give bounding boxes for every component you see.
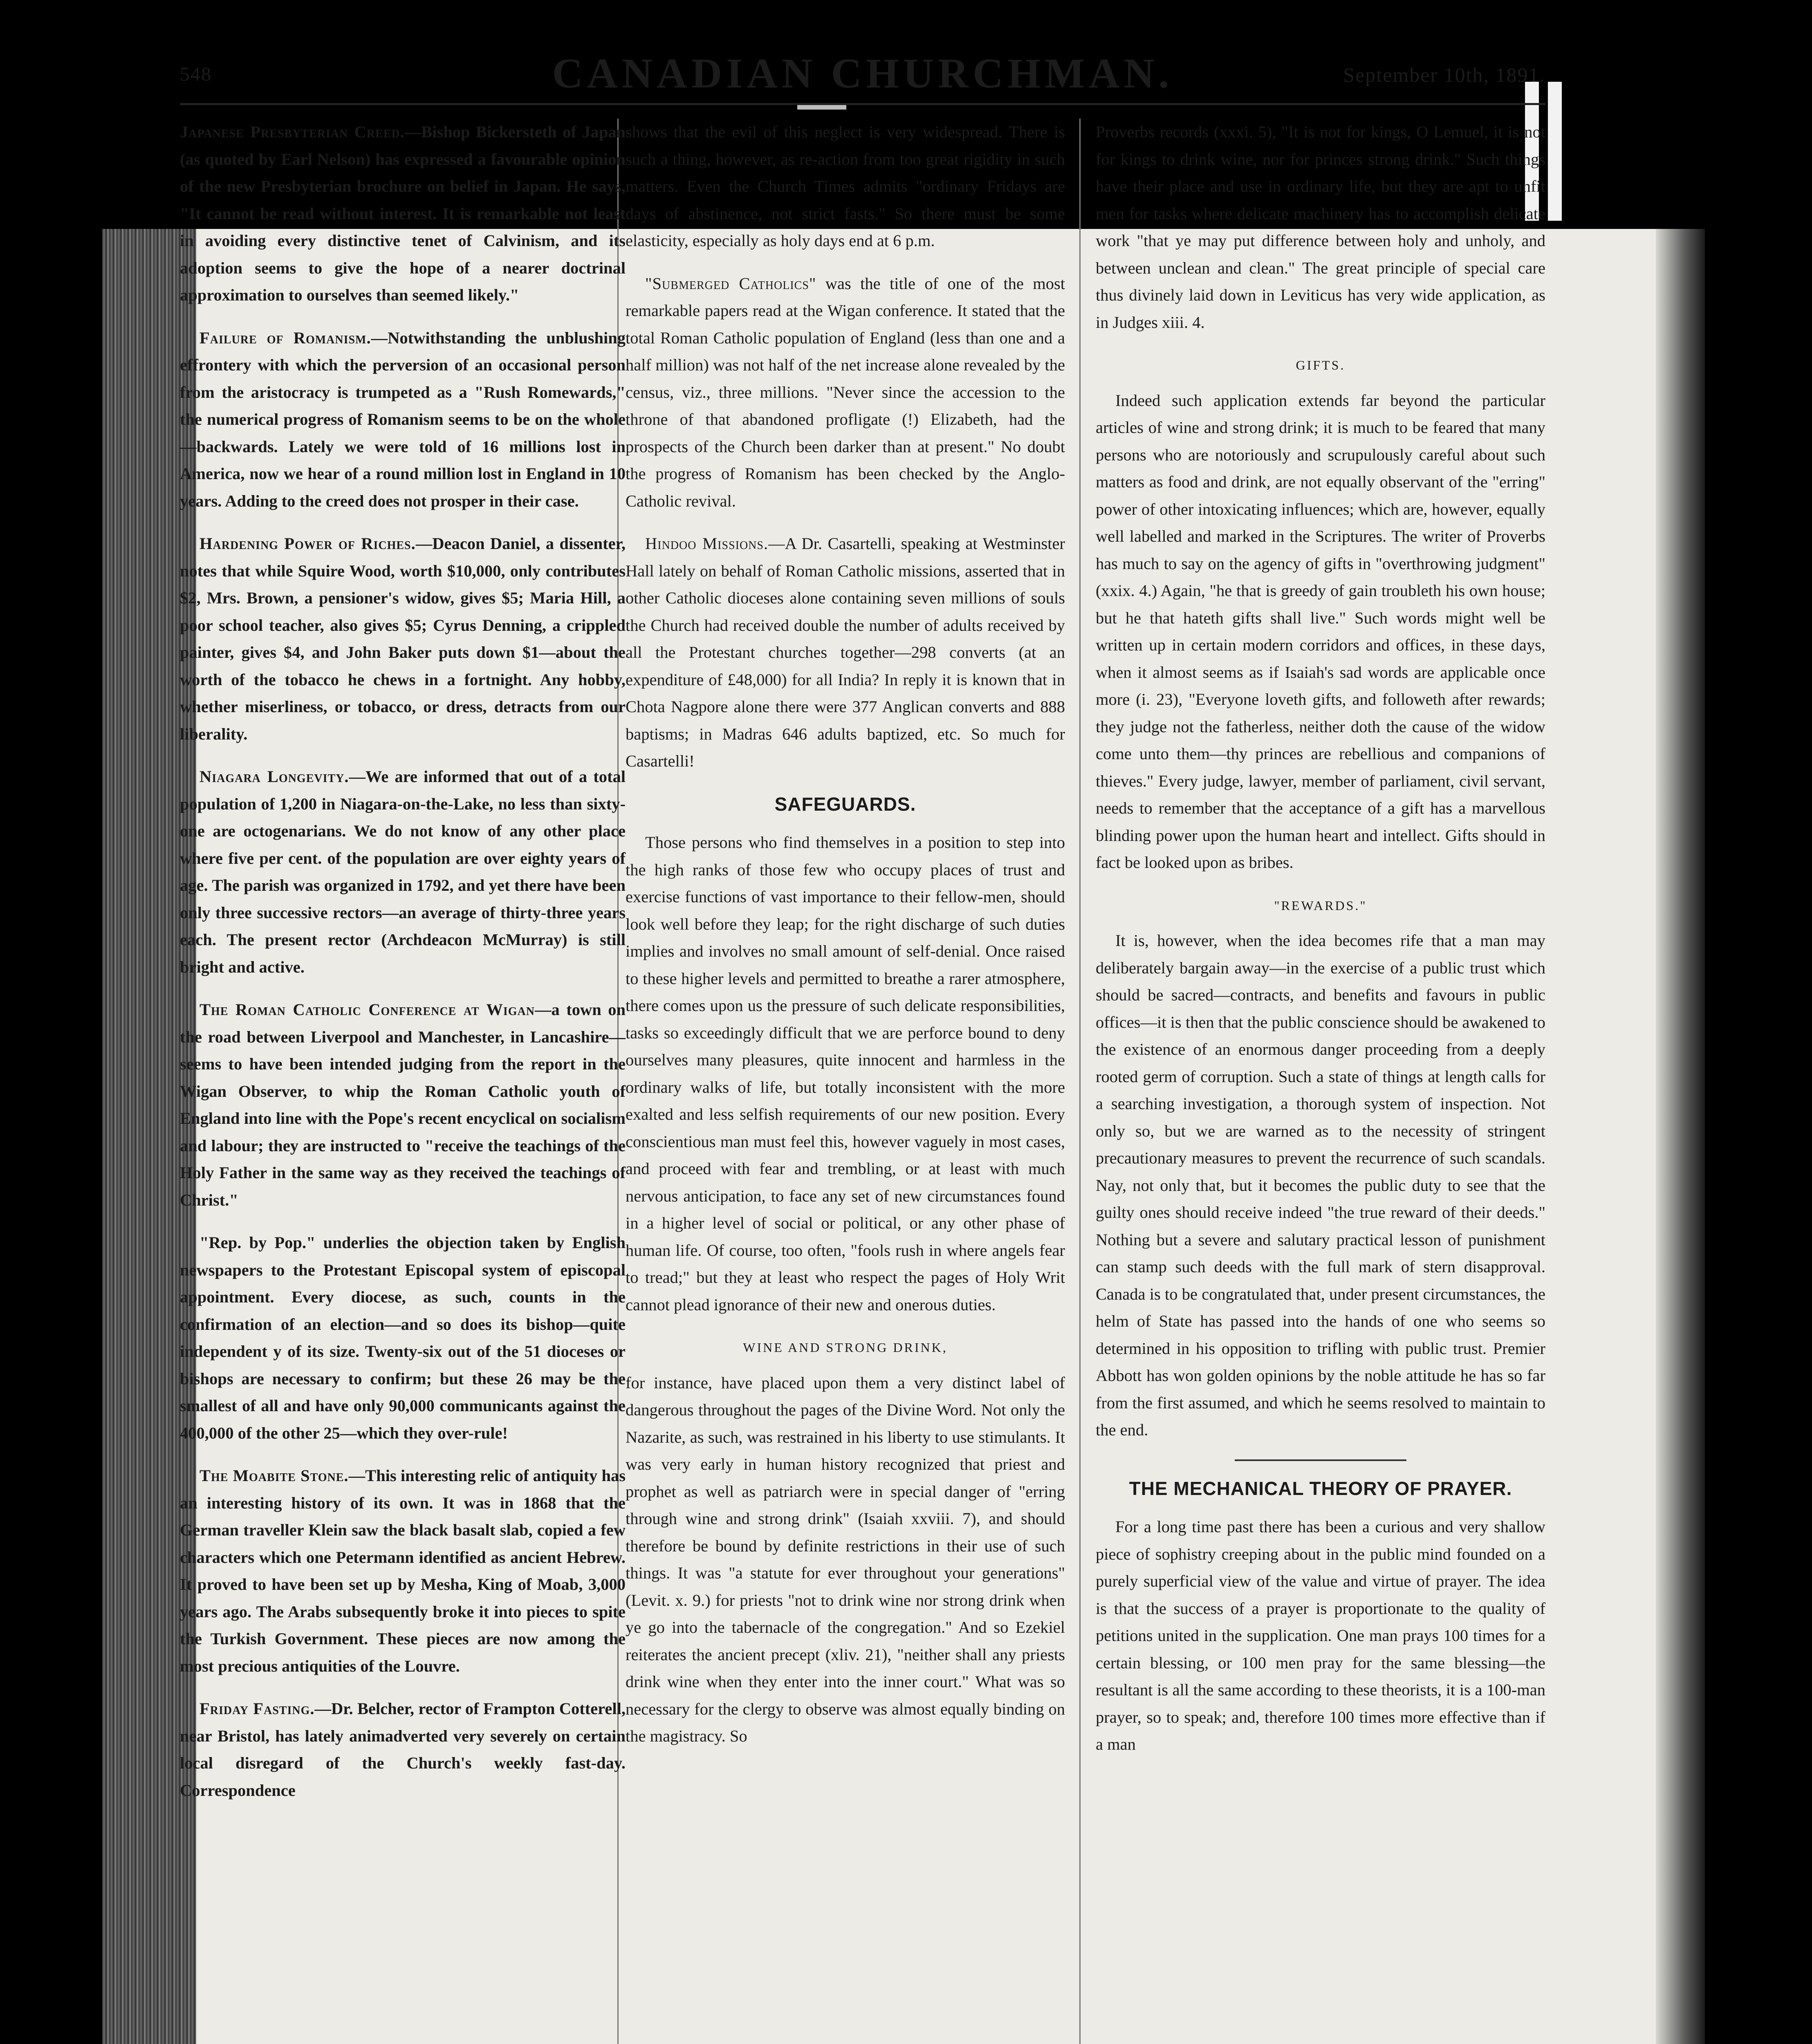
- column-2: [626, 119, 1065, 1766]
- article-body: Those persons who find themselves in a position to step into the high ranks of those few who occupy places of trust and exercise functions of vast importance to their fellow-men, should look well before they leap; for the right discharge of such duties implies and involves no small amount of self-denial. Once raised to these higher levels and permitted to breathe a rarer atmosphere, there comes upon us the pressure of such delicate responsibilities, tasks so exceedingly difficult that we are perforce bound to deny ourselves many pleasures, quite innocent and harmless in the ordinary walks of life, but totally inconsistent with the more exalted and less selfish requirements of our new position. Every conscientious man must feel this, however vaguely in most cases, and proceed with fear and trembling, or at least with much nervous anticipation, to face any set of new circumstances found in a higher level of social or political, or any other phase of human life. Of course, too often, "fools rush in where angels fear to tread;" but they at least who respect the pages of Holy Writ cannot plead ignorance of their new and onerous duties.: [626, 833, 1065, 1314]
- column-3: [1096, 119, 1545, 1774]
- article-body: —Dr. Belcher, rector of Frampton Cotterell, near Bristol, has lately animadverted very severely on certain local disregard of the Church's weekly fast-day. Correspondence: [180, 1699, 626, 1800]
- masthead-rule: [180, 103, 1545, 105]
- article-body: shows that the evil of this neglect is very widespread. There is such a thing, however, as re-action from too great rigidity in such matters. Even the Church Times admits "ordinary Fridays are days of abstinence, not strict fasts." So there must be some elasticity, especially as holy days end at 6 p.m.: [626, 123, 1065, 250]
- article-lead: Hindoo Missions.: [645, 534, 769, 553]
- issue-date: September 10th, 1891.: [1343, 63, 1545, 86]
- page-number: 548: [180, 63, 212, 85]
- article-body: —We are informed that out of a total population of 1,200 in Niagara-on-the-Lake, no less than sixty-one are octogenarians. We do not know of any other place where five per cent. of the population are over eighty years of age. The parish was organized in 1792, and yet there have been only three successive rectors—an average of thirty-three years each. The present rector (Archdeacon McMurray) is still bright and active.: [180, 767, 626, 976]
- article-body: —Notwithstanding the unblushing effrontery with which the perversion of an occasional person from the aristocracy is trumpeted as a "Rush Romewards," the numerical progress of Romanism seems to be on the whole—backwards. Lately we were told of 16 millions lost in America, now we hear of a round million lost in England in 10 years. Adding to the creed does not prosper in their case.: [180, 328, 626, 510]
- article-body: —A Dr. Casartelli, speaking at Westminster Hall lately on behalf of Roman Catholic missions, asserted that in other Catholic dioceses alone containing seven millions of souls the Church had received double the number of adults received by all the Protestant churches together—298 converts (at an expenditure of £48,000) for all India? In reply it is known that in Chota Nagpore alone there were 377 Anglican converts and 888 baptisms; in Madras 646 adults baptized, etc. So much for Casartelli!: [626, 534, 1065, 770]
- film-mark-top-2: [1548, 82, 1562, 221]
- column-rule-2: [1079, 119, 1081, 2044]
- article-body: It is, however, when the idea becomes rife that a man may deliberately bargain away—in the exercise of a public trust which should be sacred—contracts, and benefits and favours in public offices—it is then that the public conscience should be awakened to the existence of an enormous danger proceeding from a deeply rooted germ of corruption. Such a state of things at length calls for a searching investigation, a thorough system of inspection. Not only so, but we are warned as to the necessity of stringent precautionary measures to prevent the recurrence of such scandals. Nay, not only that, but it becomes the public duty to see that the guilty ones should receive indeed "the true reward of their deeds." Nothing but a severe and salutary practical lesson of punishment can stamp such deeds with the full mark of stern disapproval. Canada is to be congratulated that, under present circumstances, the helm of State has passed into the hands of one who seems so determined in his opposition to trifling with public trust. Premier Abbott has won golden opinions by the noble attitude he has so far from the first assumed, and which he seems resolved to maintain to the end.: [1096, 931, 1545, 1439]
- article-moabite-stone: [180, 1462, 626, 1680]
- article-lead: Japanese Presbyterian Creed.: [180, 123, 405, 141]
- article-wigan: [180, 996, 626, 1214]
- article-wine: [626, 1369, 1065, 1750]
- article-prayer: [1096, 1513, 1545, 1758]
- article-body: Indeed such application extends far beyond the particular articles of wine and strong drink; it is much to be feared that many persons who are notoriously and scrupulously careful about such matters as food and drink, are not equally observant of the "erring" power of other intoxicating influences; which are, however, equally well labelled and marked in the Scriptures. The writer of Proverbs has much to say on the agency of gifts in "overthrowing judgment" (xxix. 4.) Again, "he that is greedy of gain troubleth his own house; but he that hateth gifts shall live." Such words might well be written up in certain modern corridors and offices, in these days, when it almost seems as if Isaiah's sad words are applicable once more (i. 23), "Everyone loveth gifts, and followeth after rewards; they judge not the fatherless, neither doth the cause of the widow come unto them—thy princes are rebellious and companions of thieves." Every judge, lawyer, member of parliament, civil servant, needs to remember that the acceptance of a gift has a marvellous blinding power upon the human heart and intellect. Gifts should in fact be looked upon as bribes.: [1096, 391, 1545, 872]
- article-body: —This interesting relic of antiquity has an interesting history of its own. It was in 1868 that the German traveller Klein saw the black basalt slab, copied a few characters which one Petermann identified as ancient Hebrew. It proved to have been set up by Mesha, King of Moab, 3,000 years ago. The Arabs subsequently broke it into pieces to spite the Turkish Government. These pieces are now among the most precious antiquities of the Louvre.: [180, 1466, 626, 1675]
- article-japanese-creed: [180, 119, 626, 309]
- article-rewards: [1096, 927, 1545, 1444]
- article-body: —Deacon Daniel, a dissenter, notes that while Squire Wood, worth $10,000, only contributes $2, Mrs. Brown, a pensioner's widow, gives $5; Maria Hill, a poor school teacher, also gives $5; Cyrus Denning, a crippled painter, gives $4, and John Baker puts down $1—about the worth of the tobacco he chews in a fortnight. Any hobby, whether miserliness, or tobacco, or dress, detracts from our liberality.: [180, 534, 626, 743]
- article-failure-romanism: [180, 325, 626, 515]
- article-body: —Bishop Bickersteth of Japan (as quoted by Earl Nelson) has expressed a favourable opinion of the new Presbyterian brochure on belief in Japan. He says, "It cannot be read without interest. It is remarkable not least in avoiding every distinctive tenet of Calvinism, and its adoption seems to give the hope of a nearer doctrinal approximation to ourselves than seemed likely.": [180, 123, 626, 304]
- article-proverbs: [1096, 119, 1545, 336]
- article-hindoo-missions: [626, 530, 1065, 775]
- subheading-gifts: GIFTS.: [1296, 358, 1346, 372]
- article-lead: Niagara Longevity.: [200, 767, 349, 786]
- page-right-shadow: [1656, 229, 1705, 2044]
- article-safeguards: [626, 829, 1065, 1318]
- newspaper-title: CANADIAN CHURCHMAN.: [552, 50, 1173, 97]
- article-lead: Friday Fasting.: [200, 1699, 315, 1718]
- article-lead: Failure of Romanism.: [200, 328, 371, 347]
- article-body: Proverbs records (xxxi. 5), "It is not for kings, O Lemuel, it is not for kings to drink wine, nor for princes strong drink." Such things have their place and use in ordinary life, but they are apt to unfit men for tasks where delicate machinery has to accomplish delicate work "that ye may put difference between holy and unholy, and between unclean and clean." The great principle of special care thus divinely laid down in Leviticus has very wide application, as in Judges xiii. 4.: [1096, 123, 1545, 332]
- subheading-wine: WINE AND STRONG DRINK,: [743, 1340, 948, 1355]
- article-gifts: [1096, 387, 1545, 876]
- article-riches: [180, 530, 626, 748]
- article-body: —a town on the road between Liverpool and Manchester, in Lancashire—seems to have been intended judging from the report in the Wigan Observer, to whip the Roman Catholic youth of England into line with the Pope's recent encyclical on socialism and labour; they are instructed to "receive the teachings of the Holy Father in the same way as they received the teachings of Christ.": [180, 1000, 626, 1209]
- article-fasting-continued: [626, 119, 1065, 255]
- column-1: [180, 119, 626, 1820]
- article-body: For a long time past there has been a curious and very shallow piece of sophistry creeping about in the public mind founded on a purely superficial view of the value and virtue of prayer. The idea is that the success of a prayer is proportionate to the quality of petitions united in the supplication. One man prays 100 times for a certain blessing, or 100 men pray for the same blessing—the resultant is all the same according to these theorists, it is a 100-man prayer, so to speak; and, therefore 100 times more effective than if a man: [1096, 1517, 1545, 1753]
- article-niagara: [180, 763, 626, 981]
- article-rep-by-pop: [180, 1229, 626, 1447]
- masthead: [180, 49, 1545, 98]
- section-divider: [1235, 1459, 1406, 1461]
- section-title-prayer: THE MECHANICAL THEORY OF PRAYER.: [1129, 1477, 1512, 1499]
- subheading-rewards: "REWARDS.": [1274, 898, 1367, 913]
- film-dash: [797, 105, 846, 110]
- article-friday-fasting: [180, 1695, 626, 1804]
- section-title-safeguards: SAFEGUARDS.: [774, 793, 916, 815]
- article-lead: The Roman Catholic Conference at Wigan: [200, 1000, 535, 1019]
- article-lead: "Submerged Catholics": [645, 274, 816, 293]
- article-lead: The Moabite Stone.: [200, 1466, 349, 1485]
- article-body: for instance, have placed upon them a very distinct label of dangerous throughout the pages of the Divine Word. Not only the Nazarite, as such, was restrained in his liberty to use stimulants. It was very early in human history recognized that priest and prophet as well as patriarch were in special danger of "erring through wine and strong drink" (Isaiah xxviii. 7), and should therefore be bound by definite restrictions in their use of such things. It was "a statute for ever throughout your generations" (Levit. x. 9.) for priests "not to drink wine nor strong drink when ye go into the tabernacle of the congregation." And so Ezekiel reiterates the ancient precept (xliv. 21), "neither shall any priests drink wine when they enter into the inner court." What was so necessary for the clergy to observe was almost equally binding on the magistracy. So: [626, 1373, 1065, 1745]
- article-body: "Rep. by Pop." underlies the objection taken by English newspapers to the Protestant Episcopal system of episcopal appointment. Every diocese, as such, counts in the confirmation of an election—and so does its bishop—quite independent y of its size. Twenty-six out of the 51 dioceses or bishops are necessary to confirm; but these 26 may be the smallest of all and have only 90,000 communicants against the 400,000 of the other 25—which they over-rule!: [180, 1233, 626, 1442]
- article-submerged-catholics: [626, 270, 1065, 515]
- article-lead: Hardening Power of Riches.: [200, 534, 416, 553]
- article-body: was the title of one of the most remarkable papers read at the Wigan conference. It stated that the total Roman Catholic population of England (less than one and a half million) was not half of the net increase alone revealed by the census, viz., three millions. "Never since the accession to the throne of that abandoned profligate (!) Elizabeth, had the prospects of the Church been darker than at present." No doubt the progress of Romanism has been checked by the Anglo-Catholic revival.: [626, 274, 1065, 510]
